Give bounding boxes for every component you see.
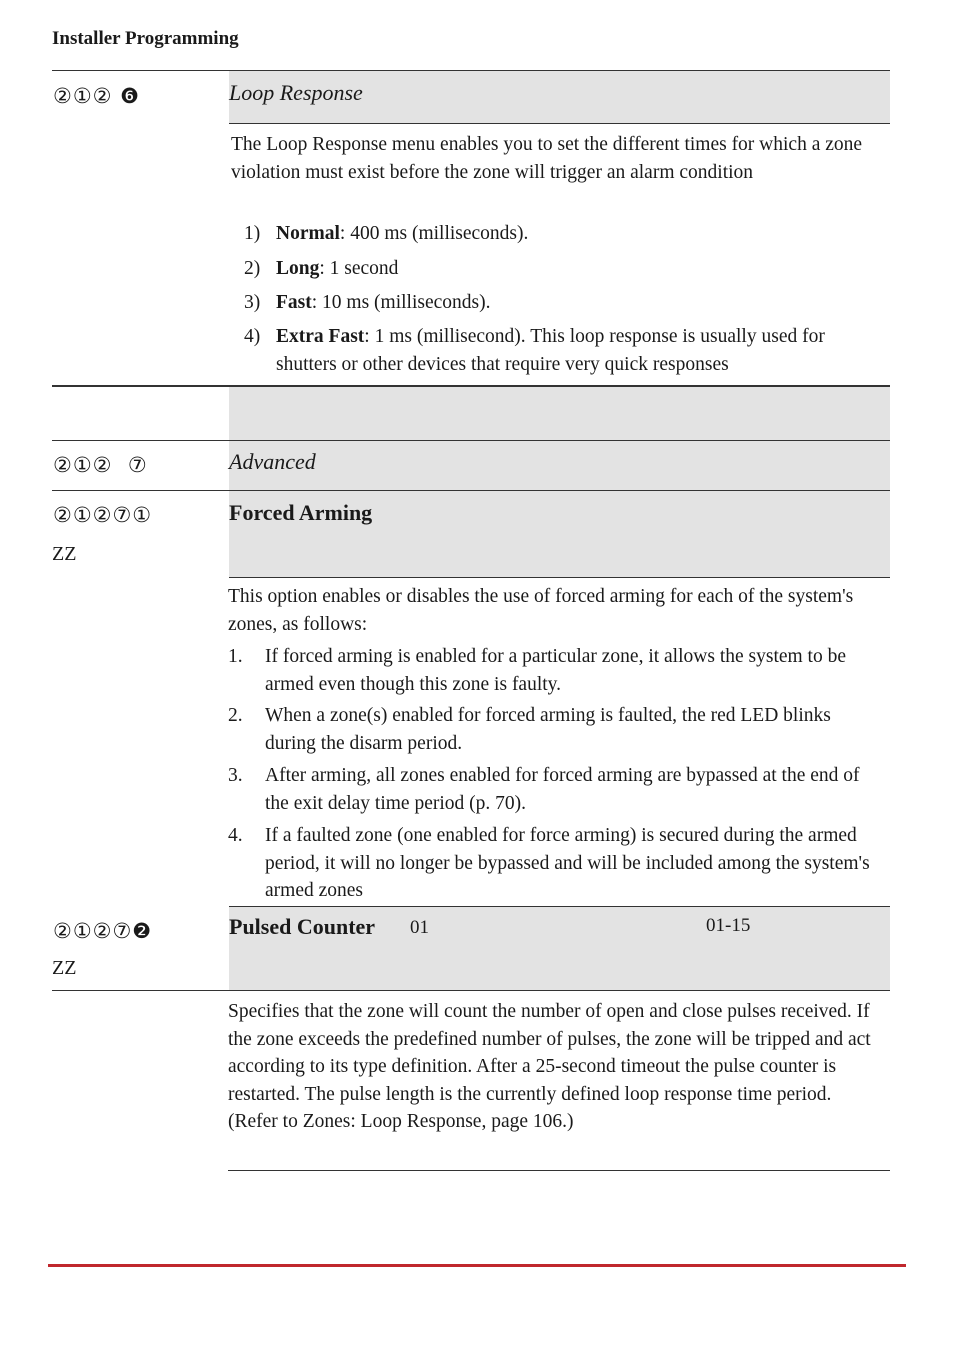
value-range: 01-15 [706, 915, 751, 936]
key-sequence: ②①② ❻ [53, 84, 140, 108]
list-item: 3) Fast: 10 ms (milliseconds). [244, 292, 491, 313]
page-header: Installer Programming [52, 28, 239, 49]
section-title-band [229, 441, 890, 490]
list-item: 3. After arming, all zones enabled for forced arming are bypassed at the end of the exit delay time period (p. 70). [228, 765, 860, 814]
section-description: Specifies that the zone will count the number of open and close pulses received. If the zone exceeds the predefined number of pulses, the zone will be tripped and act according to its type definition. After a 25-second timeout the pulse counter is restarted. The pulse length is the currently defined loop response time period. (Refer to Zones: Loop Response, page 106.) [228, 1001, 871, 1132]
section-title-forced-arming: Forced Arming [229, 500, 373, 525]
list-item: 1. If forced arming is enabled for a particular zone, it allows the system to be armed even though this zone is faulty. [228, 646, 847, 695]
list-item: 4. If a faulted zone (one enabled for force arming) is secured during the armed period, it will no longer be bypassed and will be included among the system's armed zones [228, 825, 870, 901]
divider [228, 1170, 890, 1171]
divider [52, 990, 890, 991]
section-title-pulsed-counter: Pulsed Counter [229, 914, 376, 939]
list-item: 4) Extra Fast: 1 ms (millisecond). This loop response is usually used for shutters or other devices that require very quick responses [244, 326, 825, 375]
footer-rule [48, 1264, 906, 1267]
zone-placeholder: ZZ [52, 543, 77, 565]
key-sequence: ②①②⑦① [53, 503, 153, 527]
list-item: 1) Normal: 400 ms (milliseconds). [244, 223, 529, 244]
divider [229, 123, 890, 124]
section-intro: This option enables or disables the use of forced arming for each of the system's zones, as follows: [228, 586, 854, 635]
key-sequence: ②①② ⑦ [53, 453, 148, 477]
list-item: 2) Long: 1 second [244, 258, 399, 279]
default-value: 01 [410, 917, 429, 938]
section-title-loop-response: Loop Response [229, 80, 363, 105]
divider [229, 577, 890, 578]
blank-band [229, 387, 890, 440]
section-intro: The Loop Response menu enables you to set the different times for which a zone violation must exist before the zone will trigger an alarm condition [231, 134, 863, 183]
section-title-advanced: Advanced [229, 449, 316, 474]
list-item: 2. When a zone(s) enabled for forced arming is faulted, the red LED blinks during the disarm period. [228, 705, 831, 754]
zone-placeholder: ZZ [52, 957, 77, 979]
key-sequence: ②①②⑦❷ [53, 919, 153, 943]
